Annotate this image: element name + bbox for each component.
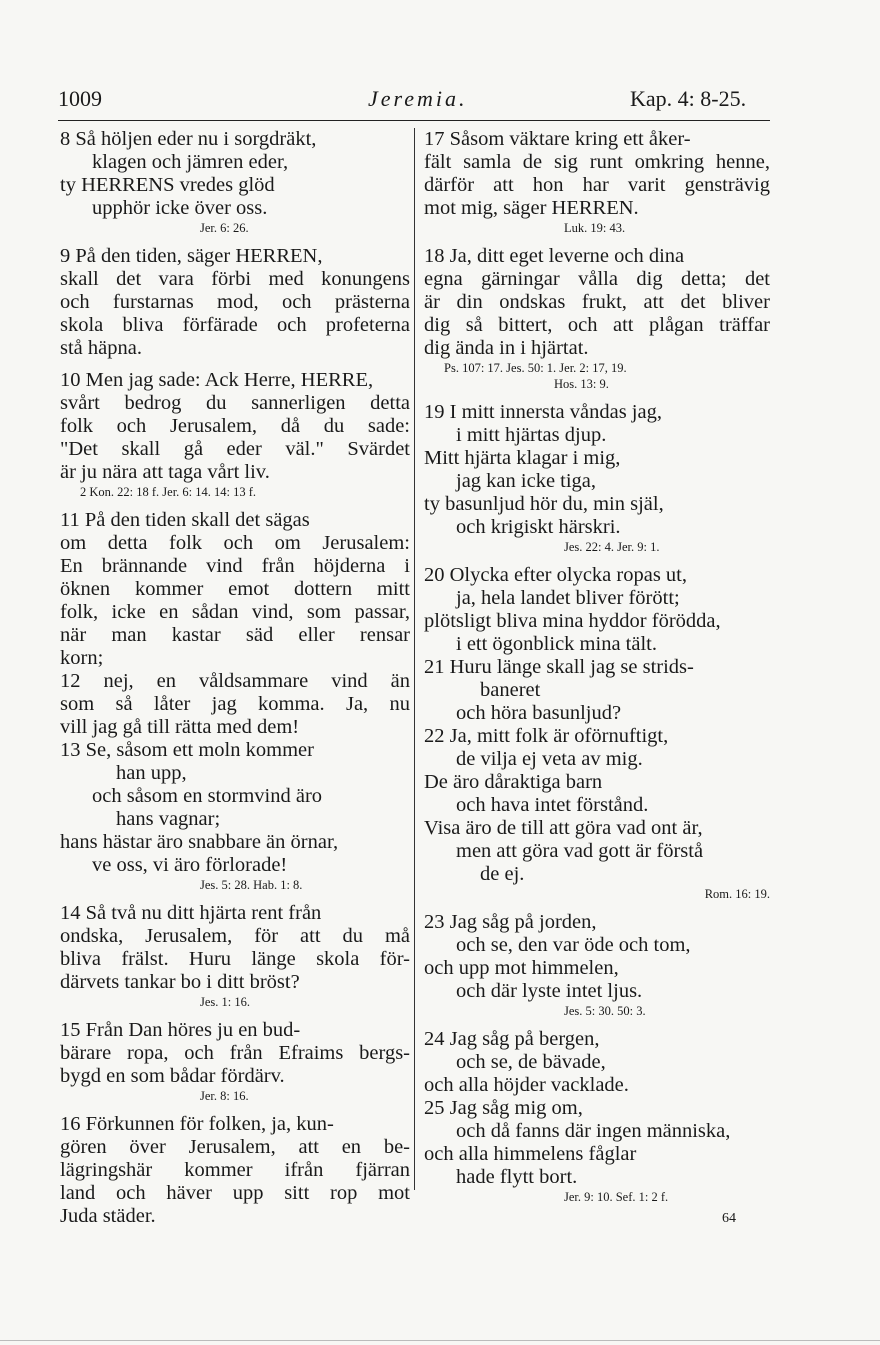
verse-line: plötsligt bliva mina hyddor förödda, — [424, 610, 721, 632]
verse-line: och då fanns där ingen människa, — [456, 1120, 731, 1142]
verse-line: klagen och jämren eder, — [92, 151, 289, 173]
verse-line: dig ända in i hjärtat. — [424, 337, 589, 359]
verse-line: och där lyste intet ljus. — [456, 980, 643, 1002]
verse-line: svårt bedrog du sannerligen detta — [60, 392, 410, 414]
verse-block — [60, 902, 410, 1010]
cross-reference: Jer. 8: 16. — [200, 1089, 249, 1103]
verse-block — [424, 128, 770, 236]
verse-line: ja, hela landet bliver förött; — [456, 587, 680, 609]
verse-line: och alla himmelens fåglar — [424, 1143, 637, 1165]
book-title: Jeremia. — [368, 86, 468, 111]
verse-block — [60, 1019, 410, 1104]
verse-line: 16 Förkunnen för folken, ja, kun- — [60, 1113, 334, 1135]
verse-line: hans vagnar; — [116, 808, 221, 830]
verse-line: skall det vara förbi med konungens — [60, 268, 410, 290]
verse-line: och furstarnas mod, och prästerna — [60, 291, 410, 313]
verse-line: stå häpna. — [60, 337, 142, 359]
verse-line: öknen kommer emot dottern mitt — [60, 578, 410, 600]
verse-line: korn; — [60, 647, 104, 669]
verse-line: är ju nära att taga vårt liv. — [60, 461, 270, 483]
verse-block — [424, 401, 770, 555]
verse-block — [424, 245, 770, 392]
verse-line: folk, icke en sådan vind, som passar, — [60, 601, 410, 623]
verse-line: och upp mot himmelen, — [424, 957, 619, 979]
verse-line: bärare ropa, och från Efraims bergs- — [60, 1042, 410, 1064]
verse-line: land och häver upp sitt rop mot — [60, 1182, 410, 1204]
verse-line: 11 På den tiden skall det sägas — [60, 509, 310, 531]
verse-block — [60, 509, 410, 893]
signature-mark: 64 — [722, 1211, 736, 1226]
verse-line: 17 Såsom väktare kring ett åker- — [424, 128, 691, 150]
verse-line: i mitt hjärtas djup. — [456, 424, 607, 446]
cross-reference: Jes. 5: 30. 50: 3. — [564, 1004, 646, 1018]
verse-line: ve oss, vi äro förlorade! — [92, 854, 288, 876]
verse-line: och se, den var öde och tom, — [456, 934, 691, 956]
verse-block — [424, 1028, 770, 1205]
verse-block — [60, 245, 410, 360]
verse-line: 22 Ja, mitt folk är oförnuftigt, — [424, 725, 669, 747]
verse-line: 15 Från Dan höres ju en bud- — [60, 1019, 301, 1041]
verse-line: 12 nej, en våldsammare vind än — [60, 670, 410, 692]
cross-reference: Jes. 5: 28. Hab. 1: 8. — [200, 878, 303, 892]
verse-line: Juda städer. — [60, 1205, 156, 1227]
verse-block — [424, 911, 770, 1019]
cross-reference: Luk. 19: 43. — [564, 221, 626, 235]
verse-block — [60, 369, 410, 500]
verse-line: Mitt hjärta klagar i mig, — [424, 447, 621, 469]
cross-reference: Ps. 107: 17. Jes. 50: 1. Jer. 2: 17, 19. — [444, 361, 627, 375]
verse-line: han upp, — [116, 762, 187, 784]
verse-line: är din ondskas frukt, att det bliver — [424, 291, 770, 313]
cross-reference: 2 Kon. 22: 18 f. Jer. 6: 14. 14: 13 f. — [80, 485, 257, 499]
verse-line: som så låter jag komma. Ja, nu — [60, 693, 410, 715]
verse-line: 13 Se, såsom ett moln kommer — [60, 739, 314, 761]
verse-line: ty HERRENS vredes glöd — [60, 174, 275, 196]
verse-line: egna gärningar vålla dig detta; det — [424, 268, 770, 290]
chapter-range: Kap. 4: 8-25. — [630, 86, 747, 111]
verse-line: "Det skall gå eder väl." Svärdet — [60, 438, 410, 460]
page-number: 1009 — [58, 86, 102, 111]
cross-reference: Jer. 6: 26. — [200, 221, 249, 235]
bottom-edge — [0, 1340, 880, 1341]
verse-line: 8 Så höljen eder nu i sorgdräkt, — [60, 128, 317, 150]
verse-line: 9 På den tiden, säger HERREN, — [60, 245, 323, 267]
verse-line: baneret — [480, 679, 541, 701]
verse-line: gören över Jerusalem, att en be- — [60, 1136, 410, 1158]
cross-reference: Jes. 1: 16. — [200, 995, 250, 1009]
verse-line: 20 Olycka efter olycka ropas ut, — [424, 564, 687, 586]
verse-line: 25 Jag såg mig om, — [424, 1097, 583, 1119]
verse-line: fält samla de sig runt omkring henne, — [424, 151, 770, 173]
verse-line: lägringshär kommer ifrån fjärran — [60, 1159, 410, 1181]
verse-line: men att göra vad gott är förstå — [456, 840, 704, 862]
verse-line: hade flytt bort. — [456, 1166, 578, 1188]
verse-line: och hava intet förstånd. — [456, 794, 649, 816]
verse-line: och se, de bävade, — [456, 1051, 606, 1073]
left-column — [60, 128, 410, 1237]
verse-line: om detta folk och om Jerusalem: — [60, 532, 410, 554]
header-rule — [58, 120, 770, 121]
verse-line: hans hästar äro snabbare än örnar, — [60, 831, 339, 853]
column-divider — [414, 128, 415, 1190]
verse-line: bygd en som bådar fördärv. — [60, 1065, 285, 1087]
verse-block — [424, 564, 770, 902]
verse-line: En brännande vind från höjderna i — [60, 555, 410, 577]
verse-line: De äro dåraktiga barn — [424, 771, 603, 793]
verse-line: 10 Men jag sade: Ack Herre, HERRE, — [60, 369, 374, 391]
verse-line: folk och Jerusalem, då du sade: — [60, 415, 410, 437]
verse-line: vill jag gå till rätta med dem! — [60, 716, 300, 738]
verse-line: 14 Så två nu ditt hjärta rent från — [60, 902, 322, 924]
verse-line: bliva frälst. Huru länge skola för- — [60, 948, 410, 970]
verse-line: därvets tankar bo i ditt bröst? — [60, 971, 300, 993]
verse-line: därför att hon har varit gensträvig — [424, 174, 770, 196]
verse-line: och såsom en stormvind äro — [92, 785, 323, 807]
cross-reference: Jer. 9: 10. Sef. 1: 2 f. — [564, 1190, 669, 1204]
cross-reference: Hos. 13: 9. — [554, 377, 609, 391]
verse-block — [60, 128, 410, 236]
verse-line: 23 Jag såg på jorden, — [424, 911, 597, 933]
verse-line: de vilja ej veta av mig. — [456, 748, 643, 770]
verse-line: 19 I mitt innersta våndas jag, — [424, 401, 662, 423]
verse-line: och höra basunljud? — [456, 702, 622, 724]
verse-line: 24 Jag såg på bergen, — [424, 1028, 600, 1050]
verse-line: 18 Ja, ditt eget leverne och dina — [424, 245, 685, 267]
verse-line: skola bliva förfärade och profeterna — [60, 314, 410, 336]
right-column — [424, 128, 770, 1214]
verse-line: de ej. — [480, 863, 525, 885]
verse-line: Visa äro de till att göra vad ont är, — [424, 817, 703, 839]
verse-line: ty basunljud hör du, min själ, — [424, 493, 664, 515]
verse-line: upphör icke över oss. — [92, 197, 268, 219]
verse-line: dig så bittert, och att plågan träffar — [424, 314, 770, 336]
cross-reference: Rom. 16: 19. — [704, 887, 770, 901]
verse-line: 21 Huru länge skall jag se strids- — [424, 656, 694, 678]
verse-line: jag kan icke tiga, — [456, 470, 597, 492]
cross-reference: Jes. 22: 4. Jer. 9: 1. — [564, 540, 660, 554]
verse-line: i ett ögonblick mina tält. — [456, 633, 657, 655]
verse-line: ondska, Jerusalem, för att du må — [60, 925, 410, 947]
verse-line: och krigiskt härskri. — [456, 516, 621, 538]
verse-line: mot mig, säger HERREN. — [424, 197, 639, 219]
verse-block — [60, 1113, 410, 1228]
verse-line: när man kastar säd eller rensar — [60, 624, 410, 646]
verse-line: och alla höjder vacklade. — [424, 1074, 629, 1096]
